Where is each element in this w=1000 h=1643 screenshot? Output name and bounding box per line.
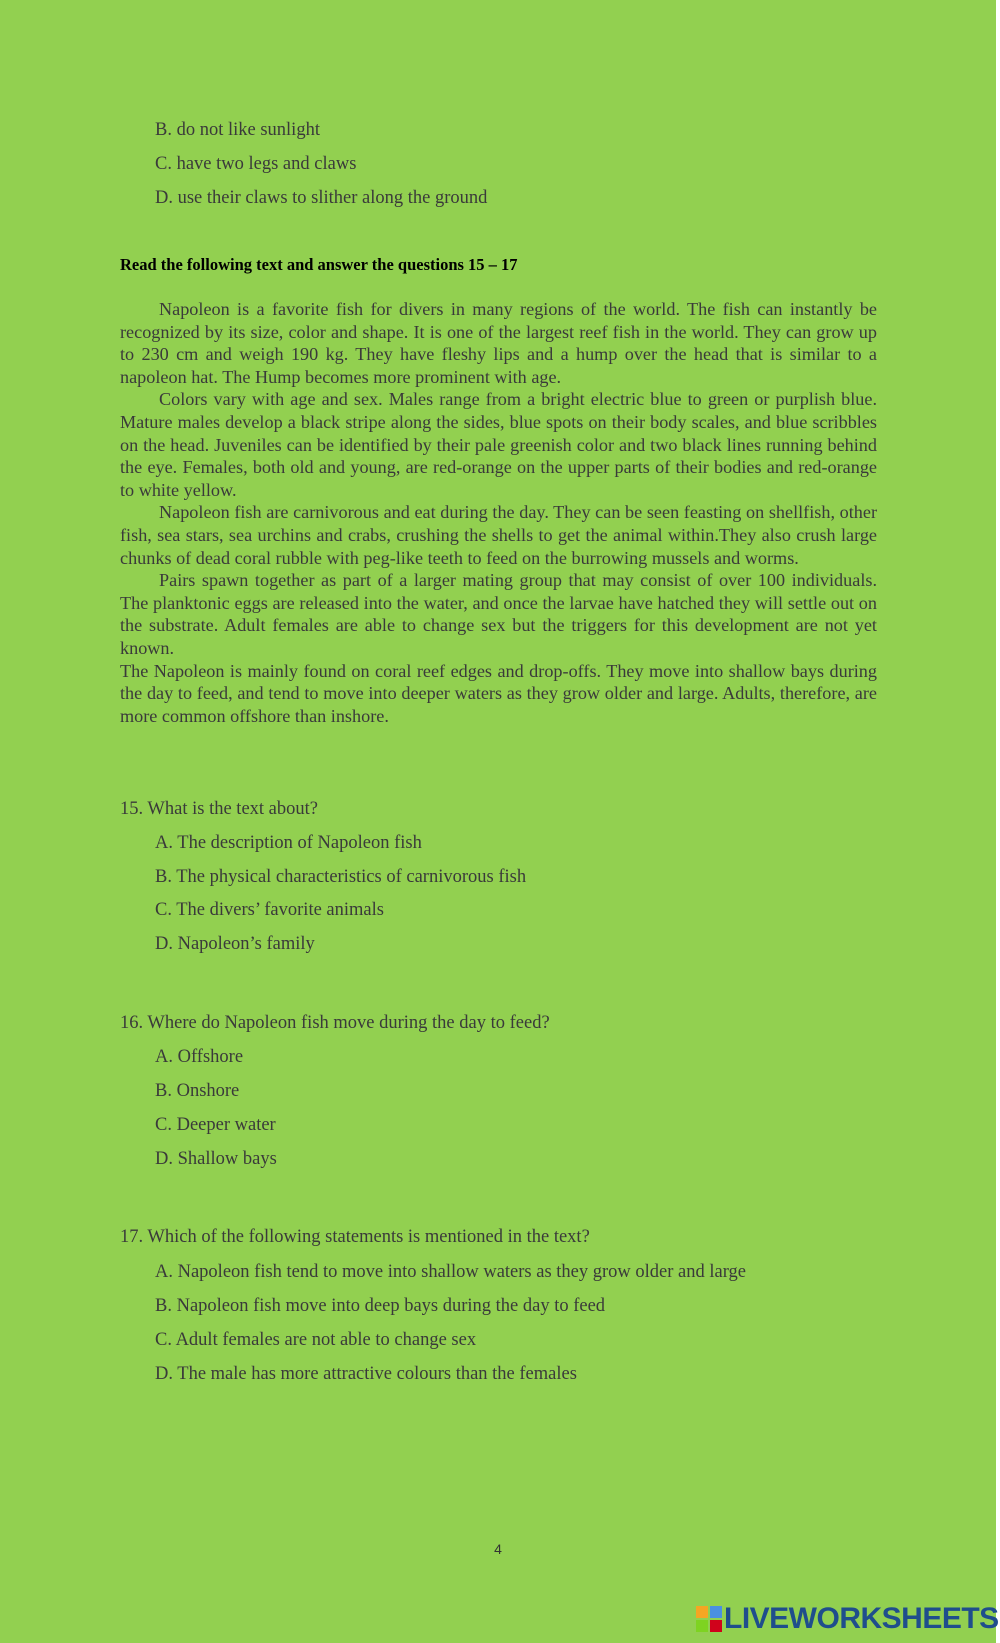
option-16-b[interactable]: B. Onshore <box>155 1081 240 1101</box>
passage-paragraph-5: The Napoleon is mainly found on coral reef edges and drop-offs. They move into shallow bays during the day to feed, and tend to move into deeper waters as they grow older and large. Adults, therefore, are more common offshore than inshore. <box>120 660 877 726</box>
question-17 <box>120 1226 590 1248</box>
passage-paragraph-4: Pairs spawn together as part of a larger mating group that may consist of over 100 individuals. The planktonic eggs are released into the water, and once the larvae have hatched they will settle out on the substrate. Adult females are able to change sex but the triggers for this development are not yet known. <box>120 570 877 658</box>
option-17-b[interactable]: B. Napoleon fish move into deep bays during the day to feed <box>155 1296 606 1316</box>
page-number: 4 <box>494 1541 502 1557</box>
question-text: Which of the following statements is mentioned in the text? <box>147 1227 590 1247</box>
passage-paragraph-2: Colors vary with age and sex. Males range from a bright electric blue to green or purplish blue. Mature males develop a black stripe along the sides, blue spots on their body scales, and blue scribbles on the head. Juveniles can be identified by their pale greenish color and two black lines running behind the eye. Females, both old and young, are red-orange on the upper parts of their bodies and red-orange to white yellow. <box>120 389 877 500</box>
option-14-b[interactable]: B. do not like sunlight <box>155 120 320 140</box>
question-text: Where do Napoleon fish move during the day to feed? <box>147 1013 550 1033</box>
option-17-d[interactable]: D. The male has more attractive colours than the females <box>155 1364 577 1384</box>
option-14-c[interactable]: C. have two legs and claws <box>155 154 357 174</box>
option-17-c[interactable]: C. Adult females are not able to change sex <box>155 1330 477 1350</box>
reading-passage <box>120 298 877 727</box>
option-16-a[interactable]: A. Offshore <box>155 1047 244 1067</box>
question-15 <box>120 798 318 820</box>
option-17-a[interactable]: A. Napoleon fish tend to move into shallow waters as they grow older and large <box>155 1262 747 1282</box>
option-15-c[interactable]: C. The divers’ favorite animals <box>155 900 384 920</box>
option-16-d[interactable]: D. Shallow bays <box>155 1149 277 1169</box>
liveworksheets-logo-icon <box>696 1606 722 1632</box>
question-number: 15. <box>120 799 144 819</box>
passage-paragraph-3: Napoleon fish are carnivorous and eat during the day. They can be seen feasting on shellfish, other fish, sea stars, sea urchins and crabs, crushing the shells to get the animal within.They also crush large chunks of dead coral rubble with peg-like teeth to feed on the burrowing mussels and worms. <box>120 502 877 568</box>
option-15-a[interactable]: A. The description of Napoleon fish <box>155 833 422 853</box>
option-15-b[interactable]: B. The physical characteristics of carnivorous fish <box>155 867 527 887</box>
option-16-c[interactable]: C. Deeper water <box>155 1115 276 1135</box>
question-number: 16. <box>120 1013 144 1033</box>
option-15-d[interactable]: D. Napoleon’s family <box>155 934 315 954</box>
passage-paragraph-1: Napoleon is a favorite fish for divers in many regions of the world. The fish can instantly be recognized by its size, color and shape. It is one of the largest reef fish in the world. They can grow up to 230 cm and weigh 190 kg. They have fleshy lips and a hump over the head that is similar to a napoleon hat. The Hump becomes more prominent with age. <box>120 299 877 387</box>
liveworksheets-logo[interactable] <box>696 1602 999 1636</box>
option-14-d[interactable]: D. use their claws to slither along the ground <box>155 188 488 208</box>
question-text: What is the text about? <box>147 799 318 819</box>
liveworksheets-logo-text: LIVEWORKSHEETS <box>724 1602 999 1635</box>
section-heading: Read the following text and answer the questions 15 – 17 <box>120 255 518 274</box>
question-number: 17. <box>120 1227 144 1247</box>
question-16 <box>120 1012 550 1034</box>
